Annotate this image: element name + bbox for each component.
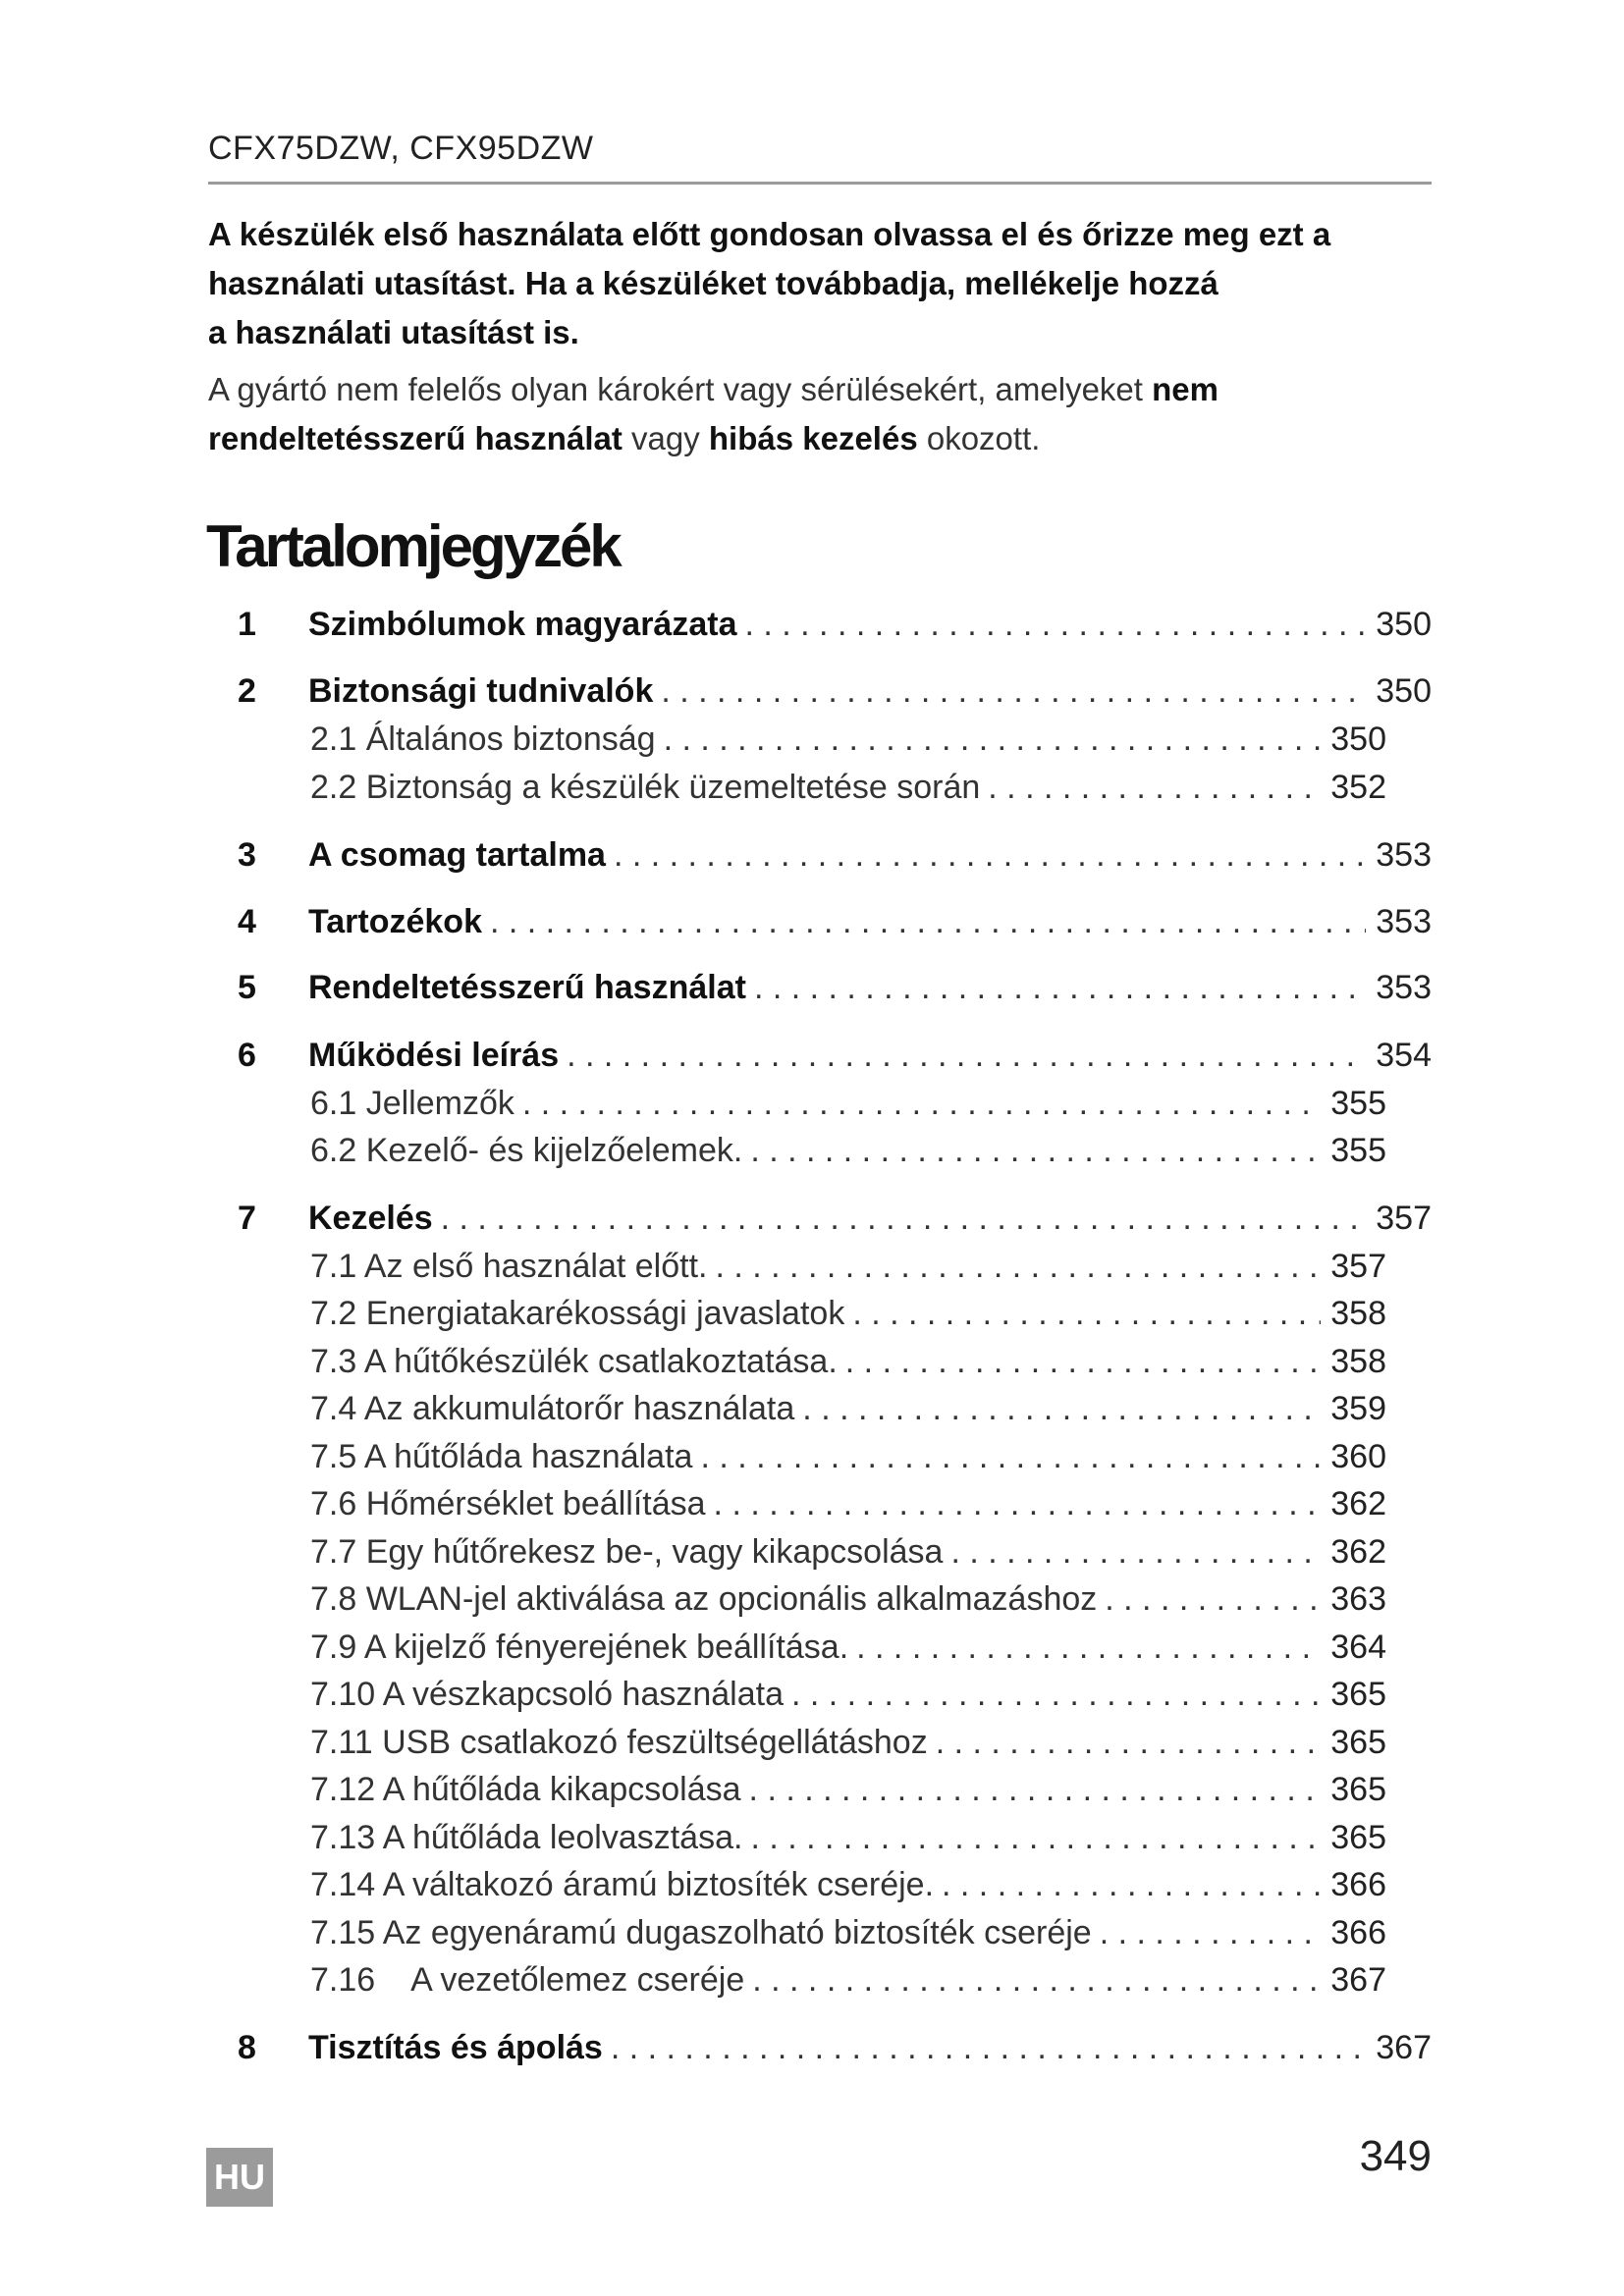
- toc-section-row[interactable]: [310, 1533, 1386, 1580]
- toc-page-number: 359: [1330, 1390, 1386, 1427]
- toc-section-title: 6.2 Kezelő- és kijelzőelemek.: [310, 1132, 743, 1169]
- toc-section-title: 7.15 Az egyenáramú dugaszolható biztosíték cseréje: [310, 1914, 1092, 1951]
- toc-section-row[interactable]: [310, 1676, 1386, 1723]
- toc-dot-leader: [791, 1676, 1321, 1714]
- toc-page-number: 360: [1330, 1438, 1386, 1475]
- toc-section-row[interactable]: [310, 1819, 1386, 1866]
- toc-chapter-title: Tartozékok: [308, 903, 482, 940]
- toc-page-number: 350: [1376, 606, 1432, 643]
- toc-page-number: 365: [1330, 1819, 1386, 1856]
- toc-dot-leader: [936, 1724, 1322, 1762]
- toc-chapter-title: Működési leírás: [308, 1037, 560, 1074]
- toc-page-number: 353: [1376, 903, 1432, 940]
- toc-page-number: 350: [1376, 672, 1432, 710]
- toc-page-number: 357: [1376, 1200, 1432, 1237]
- toc-dot-leader: [522, 1085, 1321, 1123]
- intro-line-1: A készülék első használata előtt gondosan olvassa el és őrizze meg ezt a: [208, 216, 1331, 252]
- toc-dot-leader: [852, 1295, 1321, 1333]
- toc-section-title: 6.1 Jellemzők: [310, 1085, 514, 1122]
- toc-dot-leader: [614, 836, 1366, 875]
- toc-chapter-number: 6: [238, 1037, 256, 1074]
- toc-chapter-number: 2: [238, 672, 256, 710]
- toc-page-number: 355: [1330, 1085, 1386, 1122]
- toc-section-row[interactable]: [310, 1132, 1386, 1179]
- toc-dot-leader: [744, 606, 1366, 644]
- toc-page-number: 365: [1330, 1724, 1386, 1761]
- toc-section-title: 7.10 A vészkapcsoló használata: [310, 1676, 784, 1713]
- toc-dot-leader: [661, 672, 1366, 711]
- toc-dot-leader: [750, 1819, 1321, 1857]
- toc-section-title: 7.6 Hőmérséklet beállítása: [310, 1485, 706, 1522]
- toc-page-number: 358: [1330, 1343, 1386, 1380]
- toc-chapter-number: 7: [238, 1200, 256, 1237]
- toc-chapter-number: 5: [238, 969, 256, 1006]
- toc-dot-leader: [490, 903, 1366, 941]
- toc-title: Tartalomjegyzék: [206, 513, 620, 579]
- toc-chapter-row[interactable]: [238, 903, 1432, 950]
- toc-dot-leader: [715, 1248, 1321, 1286]
- toc-section-row[interactable]: [310, 769, 1386, 816]
- toc-chapter-title: Szimbólumok magyarázata: [308, 606, 737, 643]
- toc-chapter-number: 3: [238, 836, 256, 874]
- toc-dot-leader: [700, 1438, 1321, 1476]
- toc-chapter-row[interactable]: [238, 836, 1432, 883]
- toc-chapter-number: 4: [238, 903, 256, 940]
- toc-dot-leader: [754, 969, 1366, 1007]
- toc-dot-leader: [752, 1961, 1321, 2000]
- toc-section-title: 7.8 WLAN-jel aktiválása az opcionális alkalmazáshoz: [310, 1580, 1098, 1618]
- toc-dot-leader: [856, 1629, 1321, 1667]
- toc-section-title: 7.13 A hűtőláda leolvasztása.: [310, 1819, 743, 1856]
- toc-chapter-row[interactable]: [238, 606, 1432, 653]
- page-number: 349: [1359, 2132, 1432, 2180]
- toc-section-title: 7.9 A kijelző fényerejének beállítása.: [310, 1629, 849, 1666]
- toc-page-number: 353: [1376, 969, 1432, 1006]
- toc-section-row[interactable]: [310, 1485, 1386, 1532]
- toc-section-row[interactable]: [310, 1866, 1386, 1913]
- toc-chapter-row[interactable]: [238, 672, 1432, 720]
- disclaimer-text-3: okozott.: [917, 420, 1041, 456]
- toc-section-title: 7.5 A hűtőláda használata: [310, 1438, 693, 1475]
- toc-section-title: 7.16 A vezetőlemez cseréje: [310, 1961, 745, 1999]
- toc-section-row[interactable]: [310, 1771, 1386, 1818]
- toc-page-number: 353: [1376, 836, 1432, 874]
- toc-dot-leader: [714, 1485, 1322, 1523]
- toc-chapter-row[interactable]: [238, 2029, 1432, 2076]
- toc-dot-leader: [845, 1343, 1321, 1381]
- toc-page-number: 367: [1376, 2029, 1432, 2066]
- language-badge: HU: [206, 2148, 273, 2207]
- disclaimer-text-1: A gyártó nem felelős olyan károkért vagy sérülésekért, amelyeket: [208, 371, 1153, 407]
- intro-line-3: a használati utasítást is.: [208, 314, 579, 350]
- model-header: CFX75DZW, CFX95DZW: [208, 130, 594, 167]
- toc-section-title: 7.14 A váltakozó áramú biztosíték cseréje.: [310, 1866, 935, 1903]
- toc-page-number: 367: [1330, 1961, 1386, 1999]
- toc-chapter-number: 1: [238, 606, 256, 643]
- toc-section-row[interactable]: [310, 1295, 1386, 1342]
- toc-section-title: 7.12 A hűtőláda kikapcsolása: [310, 1771, 741, 1808]
- toc-page-number: 350: [1330, 721, 1386, 758]
- toc-dot-leader: [1100, 1914, 1322, 1952]
- toc-section-row[interactable]: [310, 1438, 1386, 1485]
- toc-page-number: 365: [1330, 1676, 1386, 1713]
- toc-section-row[interactable]: [310, 1390, 1386, 1437]
- disclaimer-bold-2: rendeltetésszerű használat: [208, 420, 623, 456]
- toc-chapter-row[interactable]: [238, 969, 1432, 1016]
- toc-page-number: 366: [1330, 1866, 1386, 1903]
- toc-page-number: 362: [1330, 1533, 1386, 1571]
- disclaimer-text-2: vagy: [622, 420, 709, 456]
- toc-page-number: 352: [1330, 769, 1386, 806]
- toc-chapter-row[interactable]: [238, 1037, 1432, 1084]
- toc-dot-leader: [441, 1200, 1367, 1238]
- toc-section-row[interactable]: [310, 1914, 1386, 1961]
- toc-section-row[interactable]: [310, 1580, 1386, 1628]
- toc-section-title: 7.2 Energiatakarékossági javaslatok: [310, 1295, 845, 1332]
- toc-section-row[interactable]: [310, 1724, 1386, 1771]
- toc-dot-leader: [750, 1132, 1321, 1170]
- toc-section-row[interactable]: [310, 1629, 1386, 1676]
- toc-section-title: 2.1 Általános biztonság: [310, 721, 656, 758]
- disclaimer-bold-3: hibás kezelés: [708, 420, 918, 456]
- toc-page-number: 362: [1330, 1485, 1386, 1522]
- toc-page-number: 366: [1330, 1914, 1386, 1951]
- toc-section-row[interactable]: [310, 721, 1386, 768]
- toc-dot-leader: [749, 1771, 1322, 1809]
- toc-page-number: 355: [1330, 1132, 1386, 1169]
- toc-section-title: 7.4 Az akkumulátorőr használata: [310, 1390, 795, 1427]
- toc-section-title: 2.2 Biztonság a készülék üzemeltetése során: [310, 769, 981, 806]
- disclaimer-bold-1: nem: [1152, 371, 1218, 407]
- toc-dot-leader: [1105, 1580, 1321, 1619]
- toc-chapter-title: Rendeltetésszerű használat: [308, 969, 746, 1006]
- toc-section-row[interactable]: [310, 1248, 1386, 1295]
- toc-section-row[interactable]: [310, 1343, 1386, 1390]
- toc-dot-leader: [567, 1037, 1366, 1075]
- toc-chapter-title: Biztonsági tudnivalók: [308, 672, 654, 710]
- toc-page-number: 363: [1330, 1580, 1386, 1618]
- toc-page-number: 354: [1376, 1037, 1432, 1074]
- toc-dot-leader: [988, 769, 1321, 807]
- toc-chapter-row[interactable]: [238, 1200, 1432, 1247]
- toc-dot-leader: [802, 1390, 1321, 1428]
- toc-chapter-title: Tisztítás és ápolás: [308, 2029, 603, 2066]
- toc-chapter-title: Kezelés: [308, 1200, 433, 1237]
- toc-section-row[interactable]: [310, 1085, 1386, 1132]
- toc-chapter-title: A csomag tartalma: [308, 836, 606, 874]
- toc-section-title: 7.1 Az első használat előtt.: [310, 1248, 708, 1285]
- toc-section-title: 7.7 Egy hűtőrekesz be-, vagy kikapcsolása: [310, 1533, 944, 1571]
- toc-dot-leader: [611, 2029, 1366, 2067]
- toc-section-row[interactable]: [310, 1961, 1386, 2008]
- toc-page-number: 365: [1330, 1771, 1386, 1808]
- toc-page-number: 357: [1330, 1248, 1386, 1285]
- toc-page-number: 364: [1330, 1629, 1386, 1666]
- toc-dot-leader: [664, 721, 1322, 759]
- toc-dot-leader: [942, 1866, 1321, 1904]
- toc-page-number: 358: [1330, 1295, 1386, 1332]
- intro-line-2: használati utasítást. Ha a készüléket továbbadja, mellékelje hozzá: [208, 265, 1218, 301]
- toc-section-title: 7.3 A hűtőkészülék csatlakoztatása.: [310, 1343, 838, 1380]
- toc-chapter-number: 8: [238, 2029, 256, 2066]
- toc-dot-leader: [950, 1533, 1321, 1572]
- toc-section-title: 7.11 USB csatlakozó feszültségellátáshoz: [310, 1724, 928, 1761]
